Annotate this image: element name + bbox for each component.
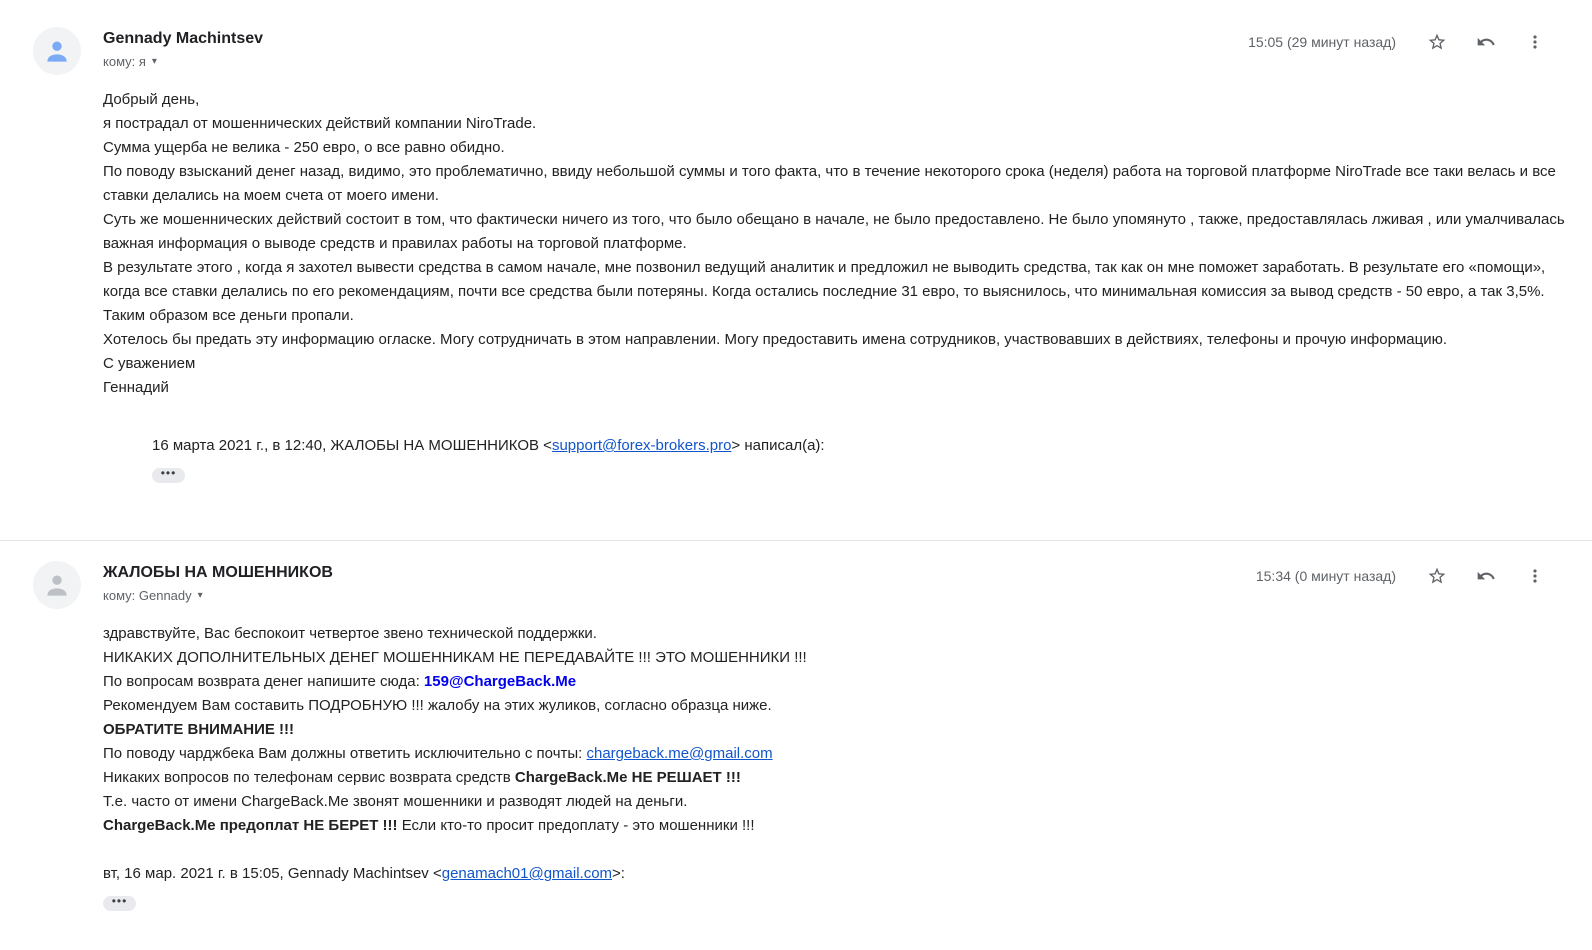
body-line	[103, 352, 1580, 376]
body-line	[103, 790, 1580, 814]
body-text: По вопросам возврата денег напишите сюда:	[103, 673, 424, 690]
email-header	[33, 27, 1580, 75]
star-icon[interactable]	[1427, 32, 1447, 52]
body-line	[103, 256, 1580, 328]
recipient-label: кому: я	[103, 54, 146, 69]
bold-text: ChargeBack.Me предоплат НЕ БЕРЕТ !!!	[103, 817, 398, 834]
body-line	[103, 694, 1580, 718]
timestamp: 15:05 (29 минут назад)	[1248, 34, 1396, 50]
body-text: Никаких вопросов по телефонам сервис возврата средств	[103, 769, 515, 786]
timestamp: 15:34 (0 минут назад)	[1255, 568, 1396, 584]
email-message-2	[0, 541, 1592, 911]
body-text: Т.е. часто от имени ChargeBack.Me звонят мошенники и разводят людей на деньги.	[103, 793, 688, 810]
body-line	[103, 112, 1580, 136]
email-header	[33, 561, 1580, 609]
recipient-label: кому: Gennady	[103, 588, 192, 603]
body-text: Добрый день,	[103, 91, 200, 108]
body-text: В результате этого , когда я захотел вывести средства в самом начале, мне позвонил ведущий аналитик и предложил не выводить средства, так как он мне поможет заработать. В результате его «помощи», когда все ставки делались по его рекомендациям, почти все средства были потеряны. Когда остались последние 31 евро, то выяснилось, что минимальная комиссия за вывод средств - 50 евро, а так 3,5%. Таким образом все деньги пропали.	[103, 259, 1546, 324]
quote-text: 16 марта 2021 г., в 12:40, ЖАЛОБЫ НА МОШЕННИКОВ <	[152, 437, 552, 454]
header-main	[103, 27, 1248, 69]
body-line	[103, 814, 1580, 838]
show-trimmed-content-button[interactable]	[103, 893, 136, 911]
person-icon	[41, 35, 73, 67]
body-text: Сумма ущерба не велика - 250 евро, о все равно обидно.	[103, 139, 505, 156]
more-options-icon[interactable]	[1525, 32, 1545, 52]
body-line	[103, 646, 1580, 670]
body-line	[103, 88, 1580, 112]
body-text: НИКАКИХ ДОПОЛНИТЕЛЬНЫХ ДЕНЕГ МОШЕННИКАМ НЕ ПЕРЕДАВАЙТЕ !!! ЭТО МОШЕННИКИ !!!	[103, 649, 807, 666]
recipient-row[interactable]	[103, 54, 1248, 69]
quoted-sender-email-link[interactable]: support@forex-brokers.pro	[551, 437, 732, 454]
header-actions	[1248, 27, 1545, 52]
email-body	[103, 88, 1580, 400]
body-line	[103, 160, 1580, 208]
body-text: Хотелось бы предать эту информацию огласке. Могу сотрудничать в этом направлении. Могу предоставить имена сотрудников, участвовавших в действиях, телефоны и прочую информацию.	[103, 331, 1448, 348]
body-text: Рекомендуем Вам составить ПОДРОБНУЮ !!! жалобу на этих жуликов, согласно образца ниже.	[103, 697, 772, 714]
more-options-icon[interactable]	[1525, 566, 1545, 586]
quoted-sender-email-link[interactable]: genamach01@gmail.com	[441, 865, 613, 882]
chargeback-gmail-link[interactable]: chargeback.me@gmail.com	[586, 745, 773, 762]
body-line	[103, 208, 1580, 256]
chargeback-id-email-link[interactable]: 159@ChargeBack.Me	[423, 673, 577, 690]
body-text: Суть же мошеннических действий состоит в том, что фактически ничего из того, что было обещано в начале, не было предоставлено. Не было упомянуто , также, предоставлялась лживая , или умалчивалась важная информация о выводе средств и правилах работы на торговой платформе.	[103, 211, 1565, 252]
body-text: Если кто-то просит предоплату - это мошенники !!!	[397, 817, 755, 834]
reply-icon[interactable]	[1476, 566, 1496, 586]
person-icon	[41, 569, 73, 601]
body-line	[103, 622, 1580, 646]
header-main	[103, 561, 1256, 603]
chevron-down-icon[interactable]: ▾	[197, 589, 203, 601]
body-line	[103, 328, 1580, 352]
sender-name: ЖАЛОБЫ НА МОШЕННИКОВ	[103, 564, 333, 581]
quote-text: > написал(а):	[731, 437, 825, 454]
body-text: здравствуйте, Вас беспокоит четвертое звено технической поддержки.	[103, 625, 597, 642]
body-text: Геннадий	[103, 379, 169, 396]
ellipsis-icon: •••	[111, 893, 128, 908]
body-line	[103, 718, 1580, 742]
body-text: По поводу чарджбека Вам должны ответить исключительно с почты:	[103, 745, 587, 762]
body-line	[103, 742, 1580, 766]
body-line	[103, 670, 1580, 694]
avatar	[33, 27, 81, 75]
bold-text: ОБРАТИТЕ ВНИМАНИЕ !!!	[103, 721, 295, 738]
star-icon[interactable]	[1427, 566, 1447, 586]
quoted-message-attribution	[103, 862, 1580, 886]
body-text: По поводу взысканий денег назад, видимо, это проблематично, ввиду небольшой суммы и того факта, что в течение некоторого срока (неделя) работа на торговой платформе NiroTrade все таки велась и все ставки делались на моем счета от моего имени.	[103, 163, 1556, 204]
body-line	[103, 766, 1580, 790]
bold-text: ChargeBack.Me НЕ РЕШАЕТ !!!	[514, 769, 741, 786]
header-actions	[1256, 561, 1545, 586]
reply-icon[interactable]	[1476, 32, 1496, 52]
recipient-row[interactable]	[103, 588, 1256, 603]
quoted-message-attribution	[152, 434, 1580, 458]
ellipsis-icon: •••	[160, 465, 177, 480]
email-body	[103, 622, 1580, 838]
body-line	[103, 376, 1580, 400]
chevron-down-icon[interactable]: ▾	[151, 55, 157, 67]
quote-text: вт, 16 мар. 2021 г. в 15:05, Gennady Machintsev <	[103, 865, 442, 882]
sender-name: Gennady Machintsev	[103, 30, 264, 47]
show-trimmed-content-button[interactable]	[152, 465, 185, 483]
body-text: я пострадал от мошеннических действий компании NiroTrade.	[103, 115, 537, 132]
avatar	[33, 561, 81, 609]
body-text: С уважением	[103, 355, 196, 372]
quote-text: >:	[612, 865, 625, 882]
body-line	[103, 136, 1580, 160]
